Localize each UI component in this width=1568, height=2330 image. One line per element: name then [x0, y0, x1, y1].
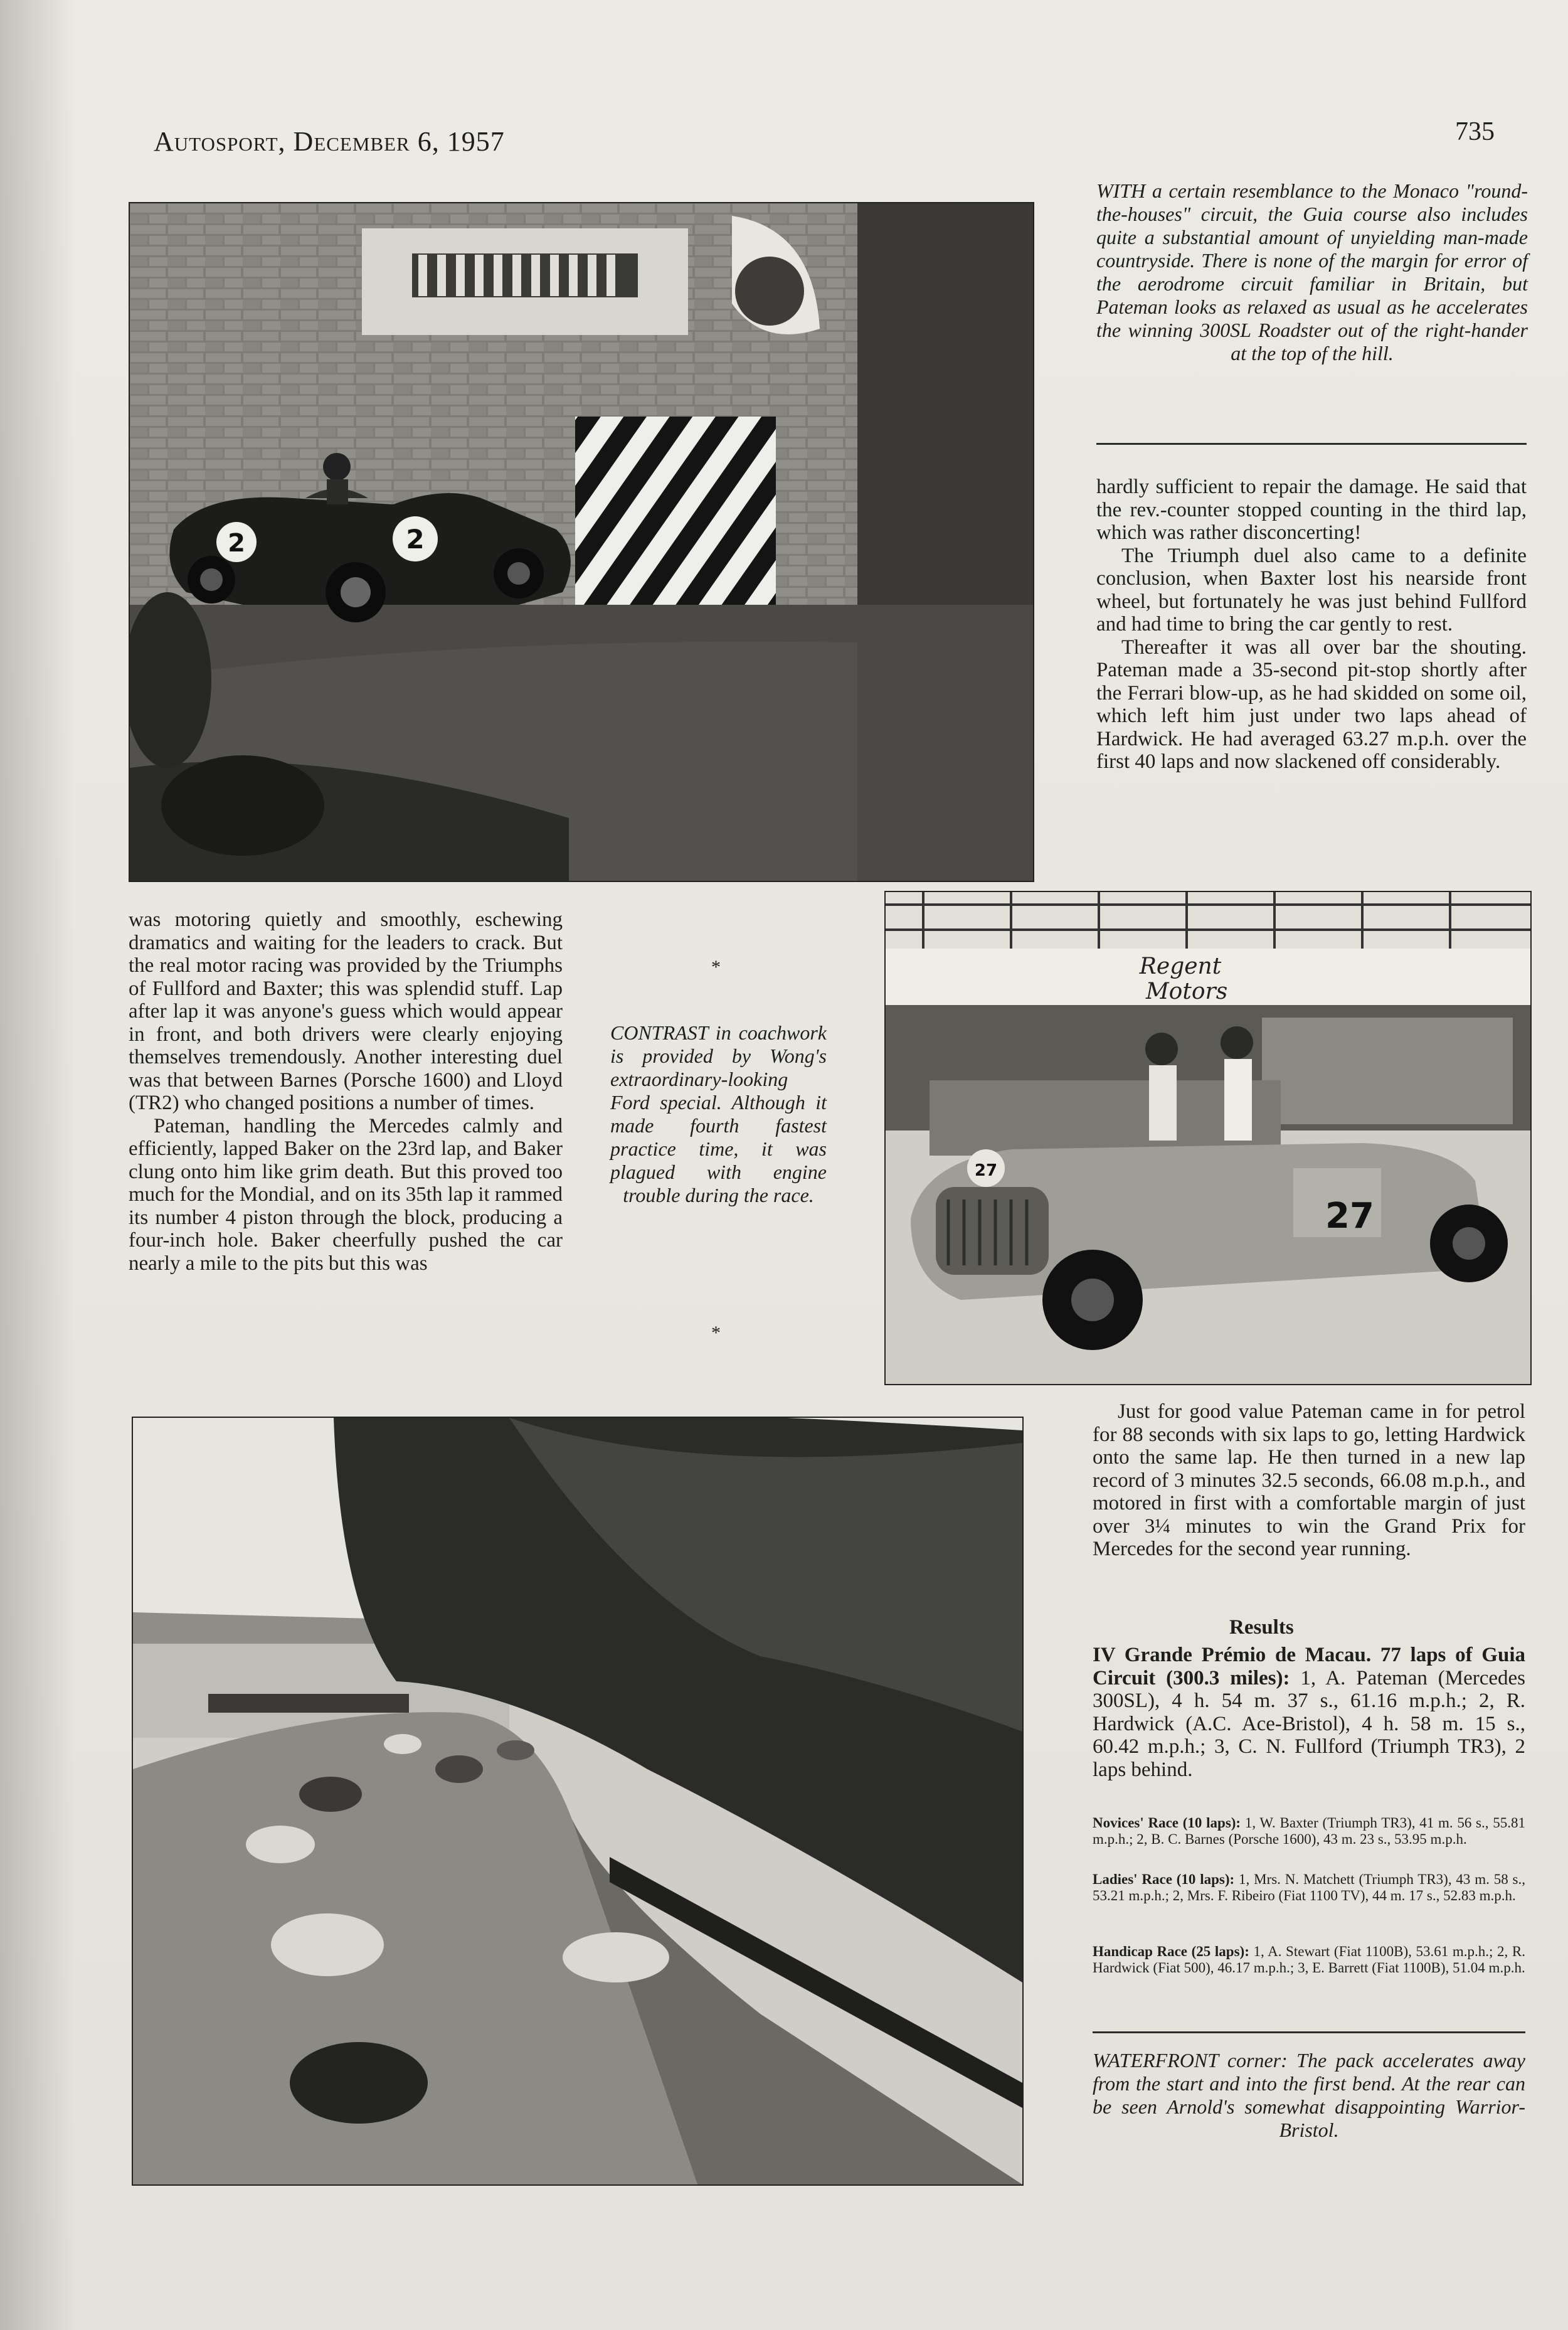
article-column-left — [129, 908, 563, 1275]
paragraph: hardly sufficient to repair the damage. He said that the rev.-counter stopped counting in the third lap, which was rather disconcerting! — [1096, 476, 1527, 544]
results-ladies — [1093, 1871, 1525, 1903]
results-grand-prix-text: 1, A. Pateman (Mercedes 300SL), 4 h. 54 m. 37 s., 61.16 m.p.h.; 2, R. Hardwick (A.C. Ace-Bristol), 4 h. 58 m. 15 s., 60.42 m.p.h.; 3, C. N. Fullford (Triumph TR3), 2 laps behind. — [1093, 1666, 1525, 1781]
results-novices-text: 1, W. Baxter (Triumph TR3), 41 m. 56 s., 55.81 m.p.h.; 2, B. C. Barnes (Porsche 1600), 43 m. 23 s., 53.95 m.p.h. — [1093, 1815, 1525, 1847]
photo-mercedes-image — [130, 203, 1033, 881]
photo-mercedes-corner — [129, 202, 1034, 882]
sign-regent: Regent — [1139, 954, 1222, 979]
caption-waterfront: WATERFRONT corner: The pack accelerates away from the start and into the first bend. At the rear can be seen Arnold's somewhat disappointing Warrior-Bristol. — [1093, 2049, 1525, 2141]
paragraph: The Triumph duel also came to a definite conclusion, when Baxter lost his nearside front wheel, but fortunately he was just behind Fullford and had time to bring the car gently to rest. — [1096, 544, 1527, 636]
sign-motors: Motors — [1145, 979, 1228, 1004]
car-number-27-front: 27 — [974, 1161, 998, 1180]
results-heading: Results — [1229, 1616, 1294, 1639]
photo-waterfront-image — [133, 1418, 1022, 2184]
results-handicap — [1093, 1944, 1525, 1976]
paragraph: Thereafter it was all over bar the shouting. Pateman made a 35-second pit-stop shortly after the Ferrari blow-up, as he had skidded on some oil, which left him just under two laps ahead of Hardwick. He had averaged 63.27 m.p.h. over the first 40 laps and now slackened off considerably. — [1096, 636, 1527, 773]
page-number: 735 — [1455, 117, 1495, 146]
results-novices — [1093, 1815, 1525, 1847]
paragraph: was motoring quietly and smoothly, eschewing dramatics and waiting for the leaders to crack. But the real motor racing was provided by the Triumphs of Fullford and Baxter; this was splendid stuff. Lap after lap it was anyone's guess which would appear in front, and both drivers were clearly enjoying themselves tremendously. Another interesting duel was that between Barnes (Porsche 1600) and Lloyd (TR2) who changed positions a number of times. — [129, 908, 563, 1114]
caption-pateman: WITH a certain resemblance to the Monaco "round-the-houses" circuit, the Guia course also includes quite a substantial amount of unyielding man-made countryside. There is none of the margin for error of the aerodrome circuit familiar in Britain, but Pateman looks as relaxed as usual as he accelerates the winning 300SL Roadster out of the right-hander at the top of the hill. — [1096, 179, 1528, 364]
star-ornament: * — [711, 957, 721, 977]
car-number-27: 27 — [1325, 1196, 1374, 1237]
photo-ford-image — [886, 892, 1530, 1384]
photo-ford-special — [884, 891, 1532, 1385]
paragraph: Pateman, handling the Mercedes calmly and efficiently, lapped Baker on the 23rd lap, and Baker clung onto him like grim death. But this proved too much for the Mondial, and on its 35th lap it rammed its number 4 piston through the block, producing a four-inch hole. Baker cheerfully pushed the car nearly a mile to the pits but this was — [129, 1114, 563, 1275]
divider-rule-2 — [1093, 2031, 1525, 2033]
car-number-2-front: 2 — [406, 524, 425, 555]
running-header: Autosport, December 6, 1957 — [154, 126, 505, 157]
results-handicap-title: Handicap Race (25 laps): — [1093, 1944, 1249, 1959]
caption-contrast: CONTRAST in coachwork is provided by Wong's extraordinary-looking Ford special. Although it made fourth fastest practice time, it was plagued with engine trouble during the race. — [610, 1021, 827, 1206]
car-number-2-side: 2 — [228, 529, 245, 558]
results-handicap-text: 1, A. Stewart (Fiat 1100B), 53.61 m.p.h.; 2, R. Hardwick (Fiat 500), 46.17 m.p.h.; 3, E. Barrett (Fiat 1100B), 51.04 m.p.h. — [1093, 1944, 1525, 1976]
results-grand-prix-title: IV Grande Prémio de Macau. 77 laps of Guia Circuit (300.3 miles): — [1093, 1644, 1525, 1689]
results-ladies-text: 1, Mrs. N. Matchett (Triumph TR3), 43 m. 58 s., 53.21 m.p.h.; 2, Mrs. F. Ribeiro (Fiat 1100 TV), 44 m. 17 s., 52.83 m.p.h. — [1093, 1871, 1525, 1903]
results-ladies-title: Ladies' Race (10 laps): — [1093, 1871, 1235, 1887]
article-column-right-top — [1096, 476, 1527, 774]
paragraph: Just for good value Pateman came in for petrol for 88 seconds with six laps to go, letting Hardwick onto the same lap. He then turned in a new lap record of 3 minutes 32.5 seconds, 66.08 m.p.h., and motored in first with a comfortable margin of just over 3¼ minutes to win the Grand Prix for Mercedes for the second year running. — [1093, 1400, 1525, 1560]
star-ornament: * — [711, 1322, 721, 1343]
results-main — [1093, 1644, 1525, 1781]
results-novices-title: Novices' Race (10 laps): — [1093, 1815, 1241, 1831]
photo-waterfront-corner — [132, 1417, 1024, 2186]
divider-rule-1 — [1096, 443, 1527, 445]
page-shadow — [0, 0, 75, 2330]
article-column-right-bottom — [1093, 1400, 1525, 1561]
